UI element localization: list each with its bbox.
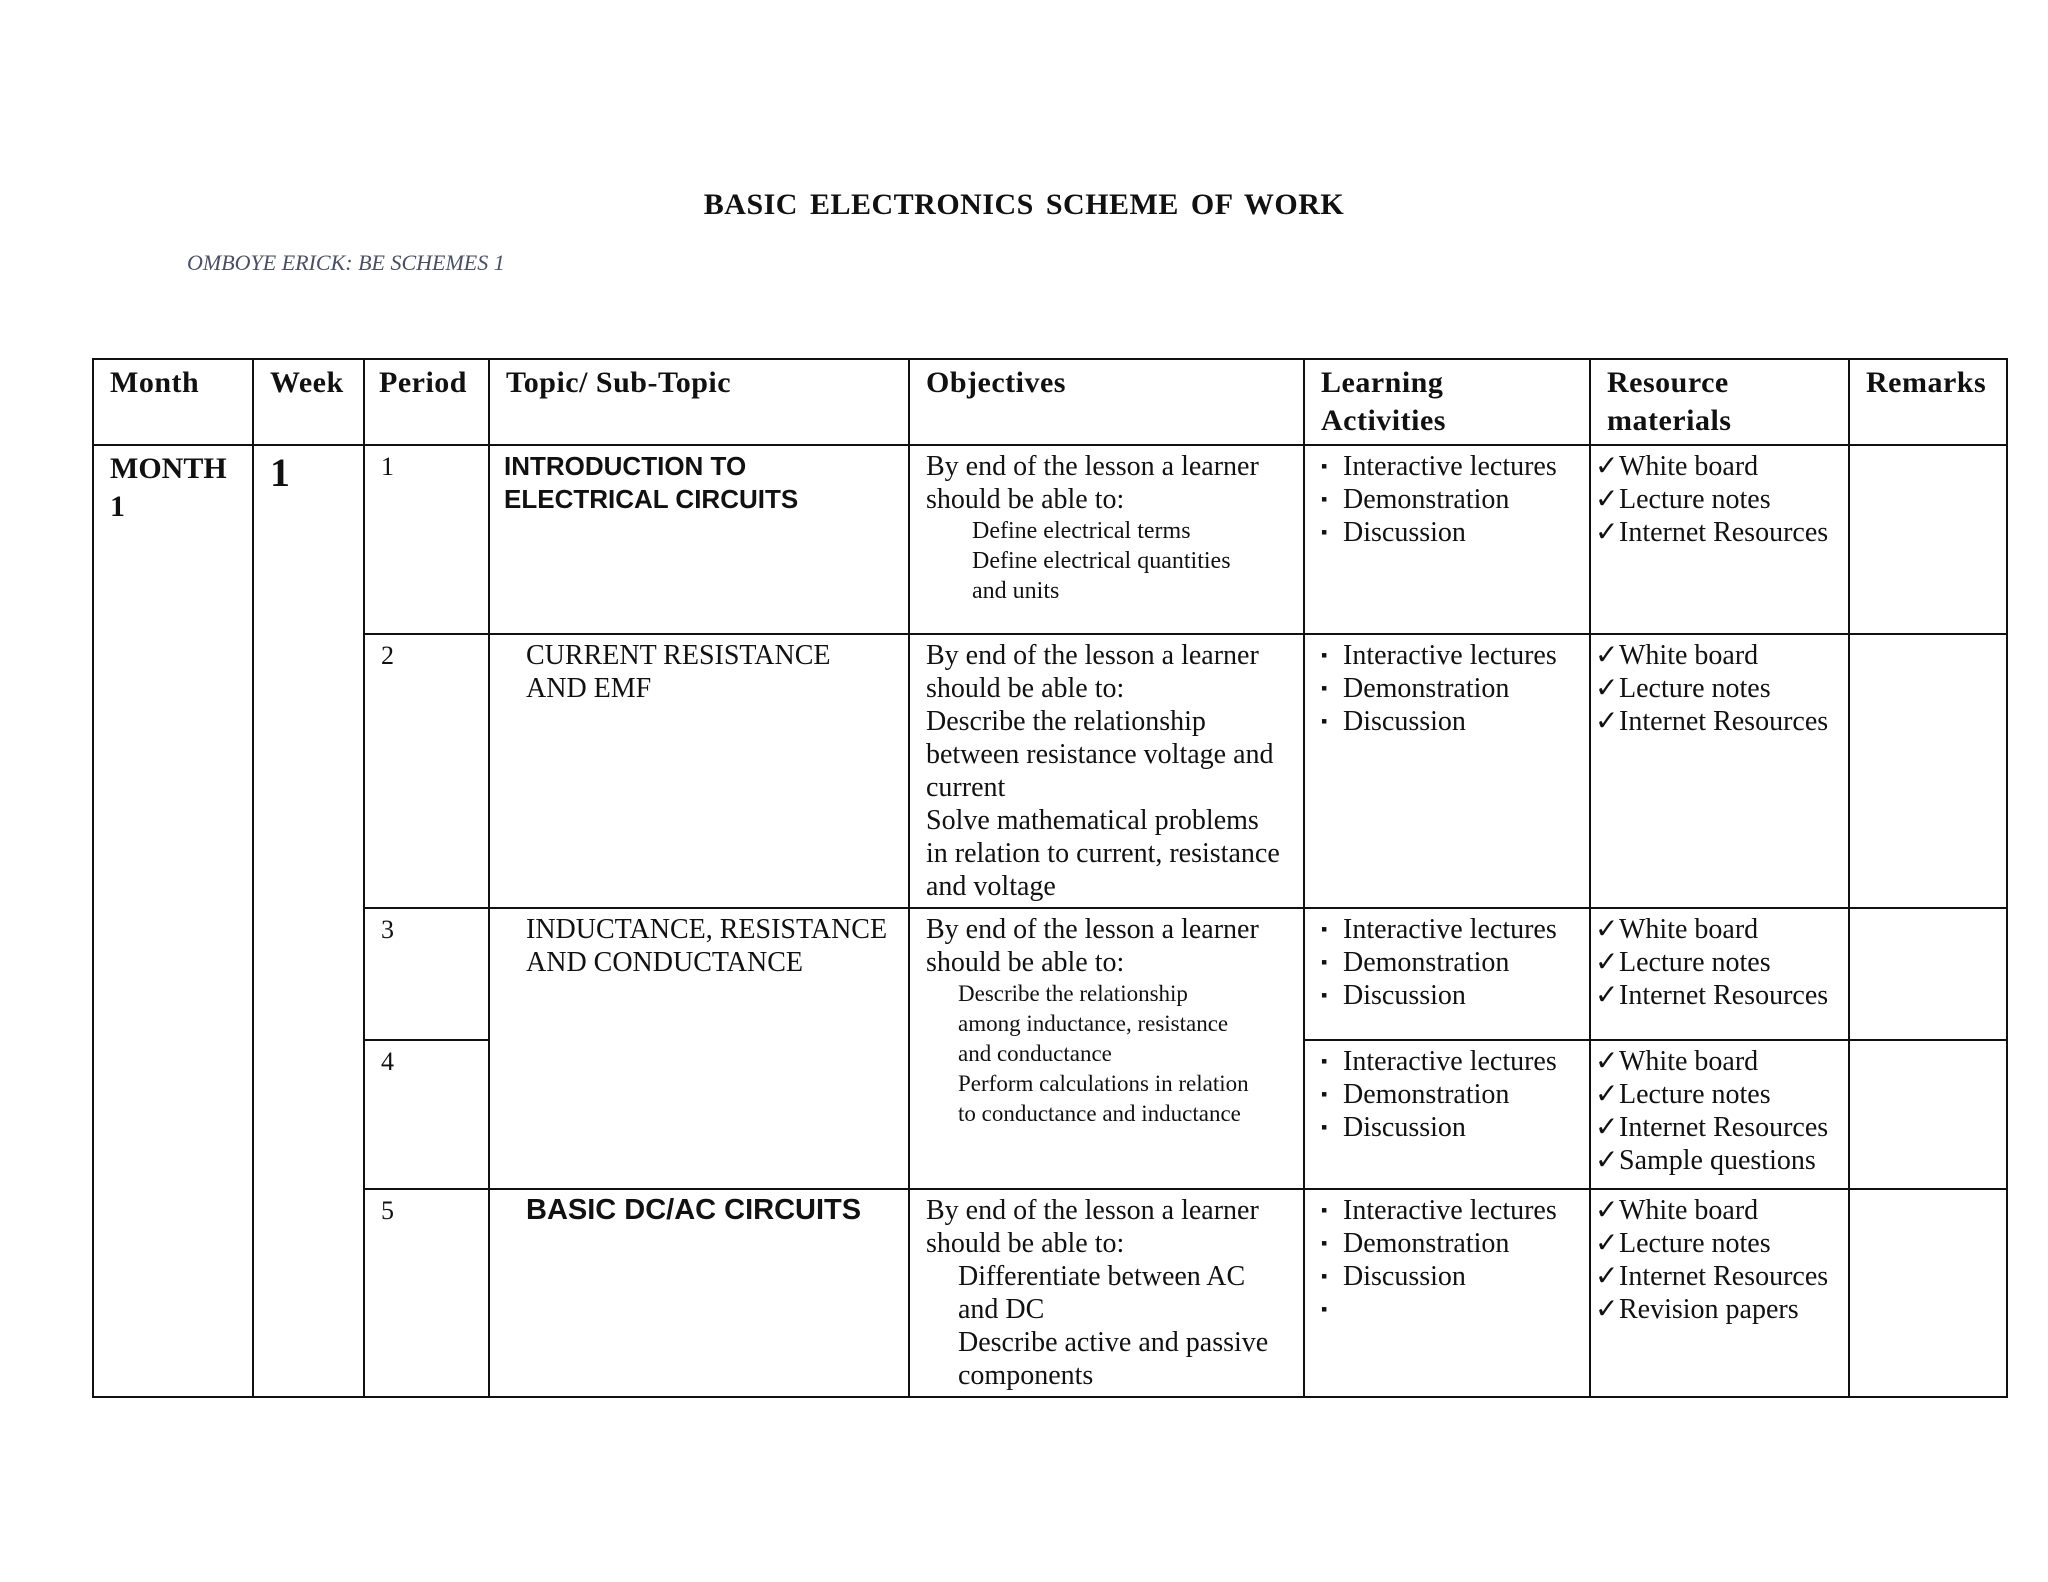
objective-item: Differentiate between AC: [958, 1261, 1246, 1292]
activity-item: [1321, 1293, 1573, 1326]
activity-item: ▪ Discussion: [1321, 1112, 1466, 1143]
resources-cell: [1590, 1040, 1849, 1189]
topic-line: CURRENT RESISTANCE: [526, 640, 831, 671]
activities-cell: [1304, 1040, 1590, 1189]
remarks-cell: [1849, 1189, 2007, 1397]
activity-item: ▪ Demonstration: [1321, 1079, 1510, 1110]
week-cell: 1: [253, 445, 364, 1397]
checkmark-icon: ✓: [1595, 1046, 1619, 1077]
square-bullet-icon: ▪: [1321, 489, 1328, 509]
header-objectives: Objectives: [909, 359, 1304, 445]
period-cell: 3: [364, 908, 489, 1040]
checkmark-icon: ✓: [1595, 1112, 1619, 1143]
resource-item: ✓White board: [1595, 451, 1759, 482]
month-number: 1: [110, 490, 125, 523]
table-row: [93, 1189, 2007, 1397]
square-bullet-icon: ▪: [1321, 522, 1328, 542]
header-month: Month: [93, 359, 253, 445]
objective-item: components: [958, 1360, 1094, 1391]
square-bullet-icon: ▪: [1321, 1299, 1328, 1319]
header-activities-line1: Learning: [1321, 366, 1444, 399]
activity-item: ▪ Demonstration: [1321, 1228, 1510, 1259]
square-bullet-icon: ▪: [1321, 1233, 1328, 1253]
table-row: [93, 445, 2007, 634]
remarks-cell: [1849, 908, 2007, 1040]
topic-line: AND EMF: [526, 673, 652, 704]
resources-cell: [1590, 634, 1849, 908]
resource-item: ✓Lecture notes: [1595, 947, 1771, 978]
objective-intro: By end of the lesson a learner: [926, 914, 1259, 945]
topic-cell: [489, 908, 909, 1189]
objective-item: to conductance and inductance: [958, 1101, 1241, 1126]
objective-item: between resistance voltage and: [926, 739, 1274, 770]
resource-item: ✓Internet Resources: [1595, 980, 1829, 1011]
objective-item: current: [926, 772, 1006, 803]
header-week: Week: [253, 359, 364, 445]
header-activities: [1304, 359, 1590, 445]
activity-item: ▪ Interactive lectures: [1321, 451, 1557, 482]
period-cell: 5: [364, 1189, 489, 1397]
activity-item: ▪ Discussion: [1321, 980, 1466, 1011]
checkmark-icon: ✓: [1595, 1294, 1619, 1325]
objective-item: and units: [972, 578, 1060, 604]
checkmark-icon: ✓: [1595, 1261, 1619, 1292]
square-bullet-icon: ▪: [1321, 1266, 1328, 1286]
header-row: [93, 359, 2007, 445]
resource-item: ✓White board: [1595, 1046, 1759, 1077]
period-cell: 4: [364, 1040, 489, 1189]
month-cell: [93, 445, 253, 1397]
document-title: BASIC ELECTRONICS SCHEME OF WORK: [703, 188, 1345, 221]
topic-cell: BASIC DC/AC CIRCUITS: [489, 1189, 909, 1397]
header-activities-line2: Activities: [1321, 404, 1446, 437]
period-cell: 2: [364, 634, 489, 908]
topic-line: AND CONDUCTANCE: [526, 947, 803, 978]
square-bullet-icon: ▪: [1321, 1200, 1328, 1220]
topic-line: ELECTRICAL CIRCUITS: [504, 484, 799, 514]
checkmark-icon: ✓: [1595, 673, 1619, 704]
objective-intro: should be able to:: [926, 673, 1125, 704]
checkmark-icon: ✓: [1595, 947, 1619, 978]
activities-cell: [1304, 445, 1590, 634]
resource-item: ✓Lecture notes: [1595, 1228, 1771, 1259]
square-bullet-icon: ▪: [1321, 645, 1328, 665]
resources-cell: [1590, 445, 1849, 634]
objective-item: Describe the relationship: [958, 981, 1188, 1006]
checkmark-icon: ✓: [1595, 980, 1619, 1011]
objective-item: Define electrical quantities: [972, 548, 1231, 574]
activity-item: ▪ Interactive lectures: [1321, 1046, 1557, 1077]
objective-item: Define electrical terms: [972, 518, 1191, 544]
square-bullet-icon: ▪: [1321, 952, 1328, 972]
checkmark-icon: ✓: [1595, 517, 1619, 548]
resources-cell: [1590, 908, 1849, 1040]
resource-item: ✓Internet Resources: [1595, 1112, 1829, 1143]
header-topic: Topic/ Sub-Topic: [489, 359, 909, 445]
period-cell: 1: [364, 445, 489, 634]
checkmark-icon: ✓: [1595, 484, 1619, 515]
activities-cell: [1304, 908, 1590, 1040]
topic-line: INDUCTANCE, RESISTANCE: [526, 914, 888, 945]
resource-item: ✓White board: [1595, 1195, 1759, 1226]
objective-item: and DC: [958, 1294, 1045, 1325]
objective-intro: By end of the lesson a learner: [926, 451, 1259, 482]
author-line: OMBOYE ERICK: BE SCHEMES 1: [187, 250, 505, 275]
checkmark-icon: ✓: [1595, 640, 1619, 671]
topic-cell: [489, 634, 909, 908]
activity-item: ▪ Discussion: [1321, 706, 1466, 737]
resource-item: ✓White board: [1595, 914, 1759, 945]
activity-item: ▪ Interactive lectures: [1321, 1195, 1557, 1226]
remarks-cell: [1849, 1040, 2007, 1189]
resource-item: ✓Internet Resources: [1595, 706, 1829, 737]
topic-line: INTRODUCTION TO: [504, 451, 747, 481]
objective-item: and conductance: [958, 1041, 1112, 1066]
activity-item: ▪ Demonstration: [1321, 673, 1510, 704]
topic-cell: [489, 445, 909, 634]
square-bullet-icon: ▪: [1321, 1084, 1328, 1104]
objectives-cell: [909, 445, 1304, 634]
resources-cell: [1590, 1189, 1849, 1397]
objective-intro: By end of the lesson a learner: [926, 1195, 1259, 1226]
objective-item: in relation to current, resistance: [926, 838, 1280, 869]
objectives-cell: [909, 634, 1304, 908]
activity-item: ▪ Discussion: [1321, 517, 1466, 548]
square-bullet-icon: ▪: [1321, 919, 1328, 939]
objective-item: among inductance, resistance: [958, 1011, 1229, 1036]
activities-cell: [1304, 1189, 1590, 1397]
objective-intro: should be able to:: [926, 1228, 1125, 1259]
objective-item: Solve mathematical problems: [926, 805, 1259, 836]
square-bullet-icon: ▪: [1321, 1117, 1328, 1137]
activities-cell: [1304, 634, 1590, 908]
header-resources: [1590, 359, 1849, 445]
activity-item: ▪ Demonstration: [1321, 947, 1510, 978]
remarks-cell: [1849, 445, 2007, 634]
resource-item: ✓Lecture notes: [1595, 673, 1771, 704]
header-remarks: Remarks: [1849, 359, 2007, 445]
objectives-cell: [909, 1189, 1304, 1397]
resource-item: ✓Internet Resources: [1595, 517, 1829, 548]
resource-item: ✓Internet Resources: [1595, 1261, 1829, 1292]
checkmark-icon: ✓: [1595, 1228, 1619, 1259]
table-row: [93, 634, 2007, 908]
table-row: [93, 908, 2007, 1040]
header-resources-line2: materials: [1607, 404, 1732, 437]
scheme-table: [92, 358, 2008, 1398]
square-bullet-icon: ▪: [1321, 1051, 1328, 1071]
checkmark-icon: ✓: [1595, 1145, 1619, 1176]
objective-item: Describe the relationship: [926, 706, 1206, 737]
resource-item: ✓Lecture notes: [1595, 1079, 1771, 1110]
resource-item: ✓Revision papers: [1595, 1294, 1799, 1325]
resource-item: ✓Lecture notes: [1595, 484, 1771, 515]
activity-item: ▪ Demonstration: [1321, 484, 1510, 515]
objective-item: and voltage: [926, 871, 1056, 902]
square-bullet-icon: ▪: [1321, 711, 1328, 731]
square-bullet-icon: ▪: [1321, 678, 1328, 698]
month-label: MONTH: [110, 452, 227, 485]
resource-item: ✓Sample questions: [1595, 1145, 1816, 1176]
resource-item: ✓White board: [1595, 640, 1759, 671]
activity-item: ▪ Interactive lectures: [1321, 914, 1557, 945]
checkmark-icon: ✓: [1595, 914, 1619, 945]
objectives-cell: [909, 908, 1304, 1189]
activity-item: ▪ Discussion: [1321, 1261, 1466, 1292]
objective-intro: should be able to:: [926, 947, 1125, 978]
header-period: Period: [364, 359, 489, 445]
checkmark-icon: ✓: [1595, 706, 1619, 737]
checkmark-icon: ✓: [1595, 1195, 1619, 1226]
square-bullet-icon: ▪: [1321, 456, 1328, 476]
activity-item: ▪ Interactive lectures: [1321, 640, 1557, 671]
header-resources-line1: Resource: [1607, 366, 1729, 399]
remarks-cell: [1849, 634, 2007, 908]
objective-item: Perform calculations in relation: [958, 1071, 1249, 1096]
checkmark-icon: ✓: [1595, 451, 1619, 482]
objective-intro: should be able to:: [926, 484, 1125, 515]
checkmark-icon: ✓: [1595, 1079, 1619, 1110]
objective-item: Describe active and passive: [958, 1327, 1269, 1358]
objective-intro: By end of the lesson a learner: [926, 640, 1259, 671]
square-bullet-icon: ▪: [1321, 985, 1328, 1005]
